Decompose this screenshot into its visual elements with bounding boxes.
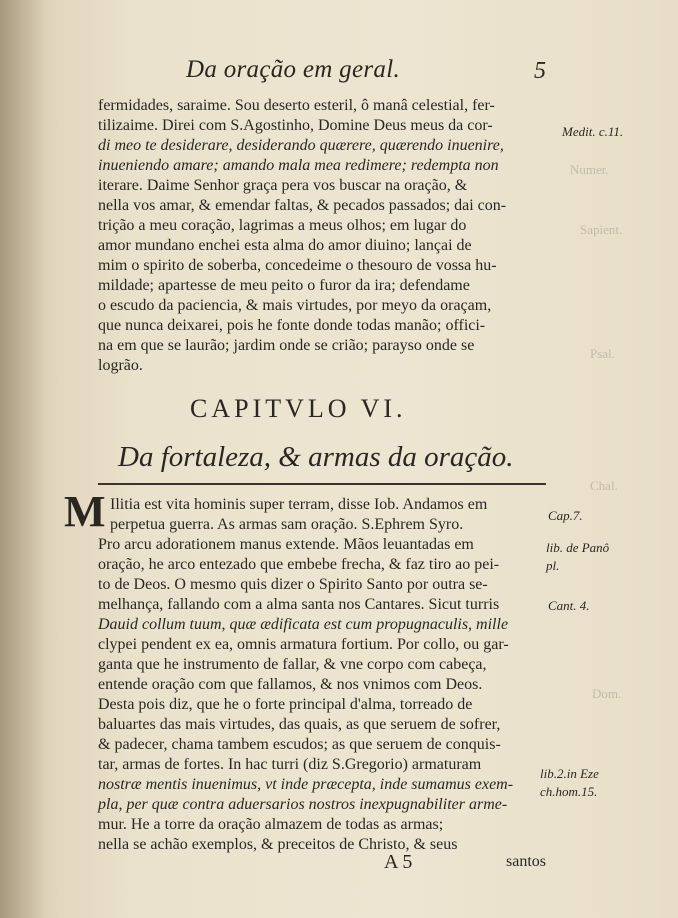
text-line: inueniendo amare; amando mala mea redimere; redempta non xyxy=(98,157,499,174)
text-line: pla, per quæ contra aduersarios nostros inexpugnabiliter arme- xyxy=(98,796,508,813)
text-line: ganta que he instrumento de fallar, & vne corpo com cabeça, xyxy=(98,656,487,673)
text-line: nostræ mentis inuenimus, vt inde præcepta, inde sumamus exem- xyxy=(98,776,514,793)
text-line: nella se achão exemplos, & preceitos de Christo, & seus xyxy=(98,836,458,853)
text-line: melhança, fallando com a alma santa nos Cantares. Sicut turris xyxy=(98,596,500,613)
text-line: fermidades, saraime. Sou deserto esteril, ô manâ celestial, fer- xyxy=(98,97,495,114)
text-line: to de Deos. O mesmo quis dizer o Spirito Santo por outra se- xyxy=(98,576,488,593)
page-header xyxy=(0,56,678,90)
section-title: Da fortaleza, & armas da oração. xyxy=(118,441,514,473)
chapter-title: CAPITVLO VI. xyxy=(190,394,407,423)
page-number: 5 xyxy=(534,58,546,84)
margin-note: Cant. 4. xyxy=(548,598,590,613)
text-line: amor mundano enchei esta alma do amor diuino; lançai de xyxy=(98,237,472,254)
text-line: tar, armas de fortes. In hac turri (diz S.Gregorio) armaturam xyxy=(98,756,482,773)
text-line: iterare. Daime Senhor graça pera vos buscar na oração, & xyxy=(98,177,468,194)
spine-shadow xyxy=(0,0,46,918)
show-through-mark: Sapient. xyxy=(580,222,623,237)
margin-note: lib. de Panô xyxy=(546,540,610,555)
text-line: Dauid collum tuum, quæ ædificata est cum propugnaculis, mille xyxy=(98,616,509,633)
margin-note: lib.2.in Eze xyxy=(540,766,599,781)
text-line: nella vos amar, & emendar faltas, & pecados passados; dai con- xyxy=(98,197,507,214)
text-line: Pro arcu adorationem manus extende. Mãos leuantadas em xyxy=(98,536,474,553)
text-line: Desta pois diz, que he o forte principal d'alma, torreado de xyxy=(98,696,473,713)
text-line: oração, he arco entezado que embebe frecha, & faz tiro ao pei- xyxy=(98,556,500,573)
margin-note: Medit. c.11. xyxy=(562,124,624,139)
margin-note: pl. xyxy=(546,558,560,573)
show-through-mark: Psal. xyxy=(590,346,615,361)
margin-note: Cap.7. xyxy=(548,508,583,523)
margin-note: ch.hom.15. xyxy=(540,784,598,799)
text-line: di meo te desiderare, desiderando quærere, quærendo inuenire, xyxy=(98,137,504,154)
text-line: baluartes das mais virtudes, das quais, as que seruem de sofrer, xyxy=(98,716,501,733)
text-line: trição a meu coração, lagrimas a meus olhos; em lugar do xyxy=(98,217,467,234)
title-rule xyxy=(98,483,546,485)
text-line: Ilitia est vita hominis super terram, disse Iob. Andamos em xyxy=(110,496,488,513)
text-line: na em que se laurão; jardim onde se crião; parayso onde se xyxy=(98,337,475,354)
text-line: mur. He a torre da oração almazem de todas as armas; xyxy=(98,816,444,833)
drop-cap: M xyxy=(64,487,106,536)
text-line: mildade; apartesse de meu peito o furor da ira; defendame xyxy=(98,277,470,294)
text-line: perpetua guerra. As armas sam oração. S.Ephrem Syro. xyxy=(110,516,464,533)
show-through-mark: Chal. xyxy=(590,478,618,493)
text-line: logrão. xyxy=(98,357,143,374)
show-through-mark: Numer. xyxy=(570,162,609,177)
text-line: que nunca deixarei, pois he fonte donde todas manão; offici- xyxy=(98,317,486,334)
show-through-mark: Dom. xyxy=(592,686,622,701)
text-line: clypei pendent ex ea, omnis armatura fortium. Por collo, ou gar- xyxy=(98,636,509,653)
text-line: mim o spirito de soberba, concedeime o thesouro de vossa hu- xyxy=(98,257,497,274)
running-head: Da oração em geral. xyxy=(186,56,401,83)
text-line: & padecer, chama tambem escudos; as que seruem de conquis- xyxy=(98,736,501,753)
catchword: santos xyxy=(506,853,546,870)
text-line: entende oração com que fallamos, & nos vnimos com Deos. xyxy=(98,676,483,693)
text-line: o escudo da paciencia, & mais virtudes, por meyo da oraçam, xyxy=(98,297,492,314)
signature-mark: A 5 xyxy=(384,851,413,873)
text-line: tilizaime. Direi com S.Agostinho, Domine Deus meus da cor- xyxy=(98,117,493,134)
